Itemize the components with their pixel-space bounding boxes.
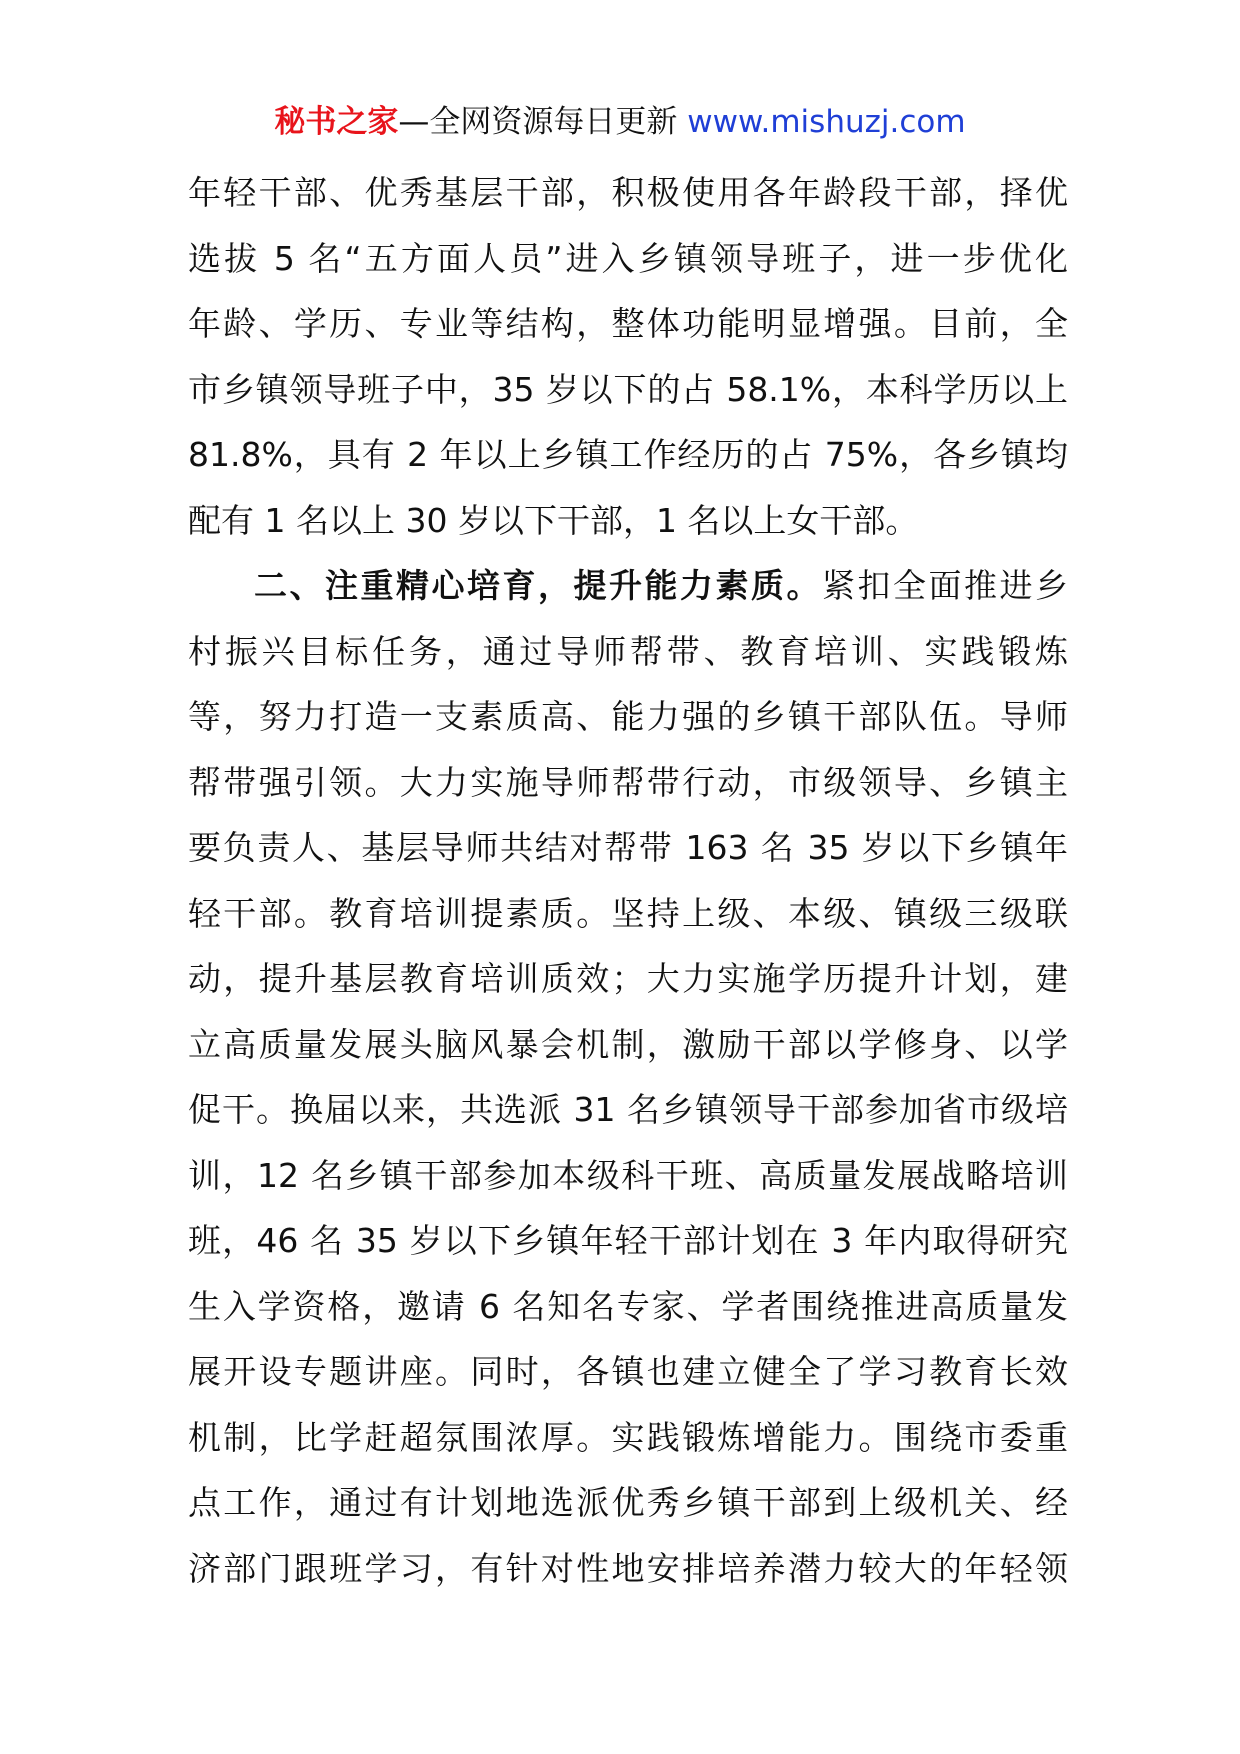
text-line: 81.8%，具有 2 年以上乡镇工作经历的占 75%，各乡镇均 — [188, 435, 1068, 474]
text-line: 生入学资格，邀请 6 名知名专家、学者围绕推进高质量发 — [188, 1286, 1068, 1326]
text-line: 配有 1 名以上 30 岁以下干部，1 名以上女干部。 — [188, 500, 919, 540]
text-line: 班，46 名 35 岁以下乡镇年轻干部计划在 3 年内取得研究 — [188, 1221, 1068, 1260]
text-line: 训，12 名乡镇干部参加本级科干班、高质量发展战略培训 — [188, 1155, 1068, 1195]
paragraph-2 — [188, 553, 1068, 1601]
text-line: 促干。换届以来，共选派 31 名乡镇领导干部参加省市级培 — [188, 1090, 1068, 1129]
header-tagline: —全网资源每日更新 — [398, 104, 678, 140]
text-line: 济部门跟班学习，有针对性地安排培养潜力较大的年轻领 — [188, 1548, 1068, 1588]
text-line: 立高质量发展头脑风暴会机制，激励干部以学修身、以学 — [188, 1024, 1068, 1064]
brand-name: 秘书之家 — [274, 104, 399, 140]
document-body — [188, 160, 1068, 1601]
site-url-link[interactable]: www.mishuzj.com — [687, 104, 966, 140]
text-line: 点工作，通过有计划地选派优秀乡镇干部到上级机关、经 — [188, 1483, 1068, 1522]
text-line: 要负责人、基层导师共结对帮带 163 名 35 岁以下乡镇年 — [188, 828, 1068, 867]
paragraph-2-first-line — [188, 553, 1068, 619]
text-line: 村振兴目标任务，通过导师帮带、教育培训、实践锻炼 — [188, 631, 1068, 671]
text-line: 机制，比学赶超氛围浓厚。实践锻炼增能力。围绕市委重 — [188, 1417, 1068, 1457]
text-line: 选拔 5 名“五方面人员”进入乡镇领导班子，进一步优化 — [188, 238, 1068, 278]
text-line: 市乡镇领导班子中，35 岁以下的占 58.1%，本科学历以上 — [188, 369, 1068, 409]
text-line: 年轻干部、优秀基层干部，积极使用各年龄段干部，择优 — [188, 173, 1068, 212]
text-line: 帮带强引领。大力实施导师帮带行动，市级领导、乡镇主 — [188, 762, 1068, 802]
text-line: 轻干部。教育培训提素质。坚持上级、本级、镇级三级联 — [188, 893, 1068, 933]
paragraph-1 — [188, 160, 1068, 553]
text-line: 等，努力打造一支素质高、能力强的乡镇干部队伍。导师 — [188, 697, 1068, 736]
heading-line-rest: 紧扣全面推进乡 — [822, 566, 1068, 605]
page-header — [0, 100, 1240, 144]
text-line: 年龄、学历、专业等结构，整体功能明显增强。目前，全 — [188, 304, 1068, 343]
text-line: 展开设专题讲座。同时，各镇也建立健全了学习教育长效 — [188, 1352, 1068, 1391]
section-heading: 二、注重精心培育，提升能力素质。 — [254, 566, 822, 605]
text-line: 动，提升基层教育培训质效；大力实施学历提升计划，建 — [188, 959, 1068, 998]
